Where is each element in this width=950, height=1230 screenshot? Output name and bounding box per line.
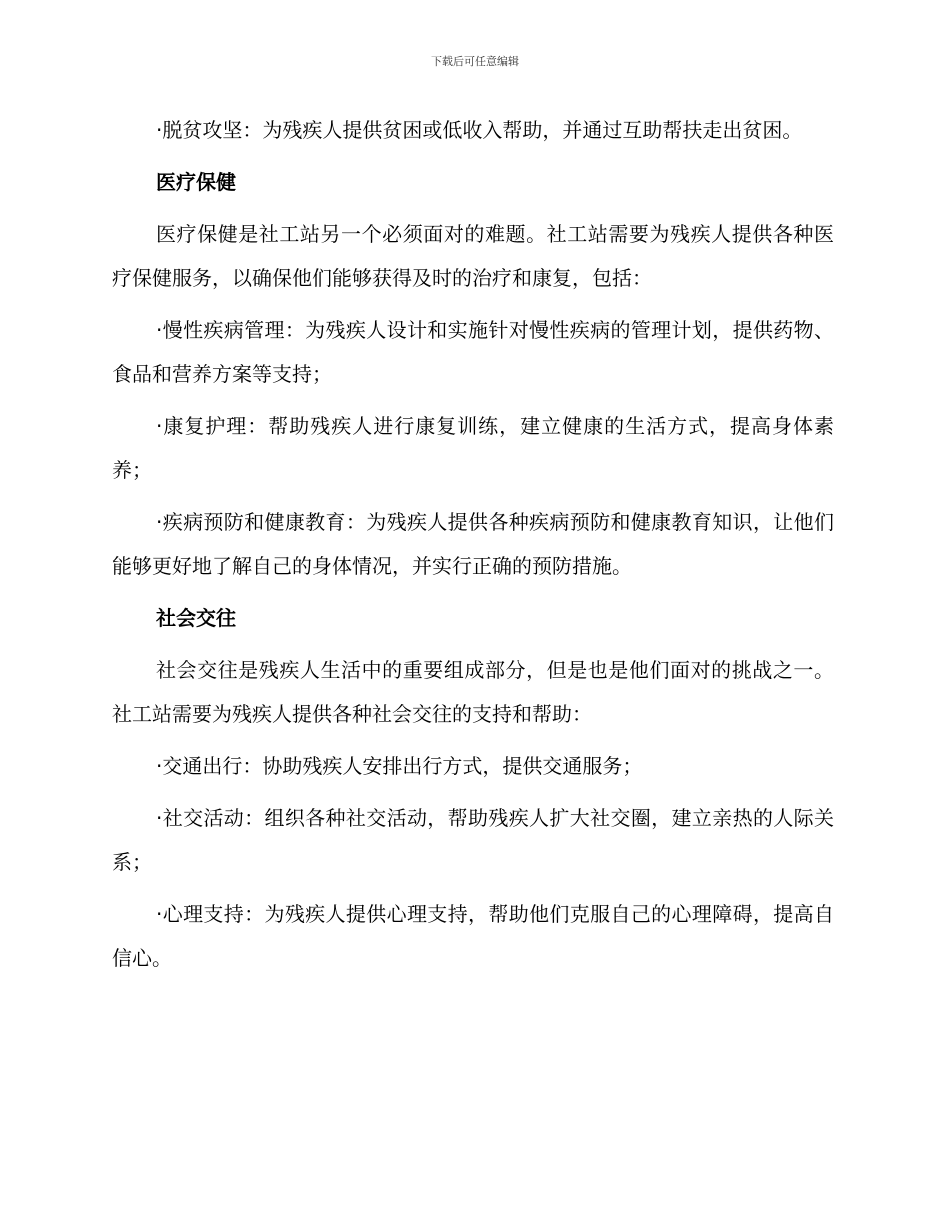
bullet-social-activities: ·社交活动：组织各种社交活动，帮助残疾人扩大社交圈，建立亲热的人际关系；	[112, 806, 834, 874]
page-header-note: 下载后可任意编辑	[431, 55, 519, 68]
medical-care-intro: 医疗保健是社工站另一个必须面对的难题。社工站需要为残疾人提供各种医疗保健服务，以确保他们能够获得及时的治疗和康复，包括：	[112, 222, 834, 290]
bullet-poverty-alleviation: ·脱贫攻坚：为残疾人提供贫困或低收入帮助，并通过互助帮扶走出贫困。	[156, 118, 803, 142]
social-interaction-intro: 社会交往是残疾人生活中的重要组成部分，但是也是他们面对的挑战之一。社工站需要为残疾人提供各种社会交往的支持和帮助：	[112, 658, 834, 726]
section-heading-social-interaction: 社会交往	[156, 606, 236, 630]
bullet-disease-prevention: ·疾病预防和健康教育：为残疾人提供各种疾病预防和健康教育知识，让他们能够更好地了解自己的身体情况，并实行正确的预防措施。	[112, 510, 834, 578]
section-heading-medical-care: 医疗保健	[156, 170, 236, 194]
bullet-chronic-disease: ·慢性疾病管理：为残疾人设计和实施针对慢性疾病的管理计划，提供药物、食品和营养方案等支持；	[112, 318, 834, 386]
bullet-rehabilitation: ·康复护理：帮助残疾人进行康复训练，建立健康的生活方式，提高身体素养；	[112, 414, 834, 482]
bullet-psychological-support: ·心理支持：为残疾人提供心理支持，帮助他们克服自己的心理障碍，提高自信心。	[112, 902, 834, 970]
bullet-transportation: ·交通出行：协助残疾人安排出行方式，提供交通服务；	[156, 754, 643, 778]
document-body	[112, 108, 834, 988]
